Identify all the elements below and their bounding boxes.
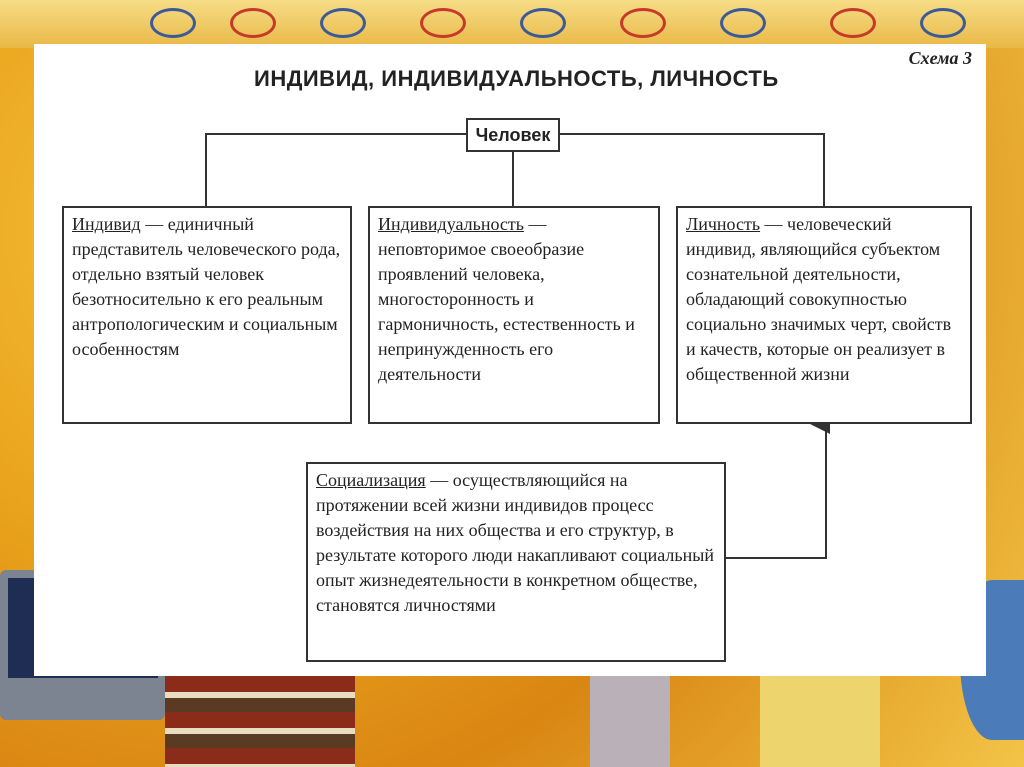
pencil-cup-decoration [590, 676, 670, 767]
definition-personality: — человеческий индивид, являющийся субъектом сознательной деятельности, обладающий совокупностью социально значимых черт, свойств и качеств, которые он реализует в общественной жизни [686, 214, 952, 384]
swirl-ornament [230, 8, 276, 38]
swirl-ornament [520, 8, 566, 38]
diagram-panel [34, 44, 986, 676]
root-node-human: Человек [466, 118, 560, 152]
arrow-socialization-to-personality [726, 424, 826, 558]
definition-individuality: — неповторимое своеобразие проявлений человека, многосторонность и гармоничность, естественность и непринужденность его деятельности [378, 214, 635, 384]
decorative-top-border [0, 0, 1024, 48]
swirl-ornament [150, 8, 196, 38]
connector-root-to-personality [560, 134, 824, 206]
term-socialization: Социализация [316, 470, 426, 490]
swirl-ornament [320, 8, 366, 38]
notebook-decoration [760, 676, 880, 767]
term-individ: Индивид [72, 214, 141, 234]
definition-socialization: — осуществляющийся на протяжении всей жизни индивидов процесс воздействия на них общества и его структур, в результате которого люди накапливают социальный опыт жизнедеятельности в конкретном обществе, становятся личностями [316, 470, 714, 615]
scheme-label: Схема 3 [908, 48, 972, 68]
term-individuality: Индивидуальность [378, 214, 524, 234]
term-personality: Личность [686, 214, 761, 234]
connector-root-to-boxes [206, 134, 466, 206]
box-socialization [306, 462, 726, 662]
books-decoration [165, 676, 355, 767]
swirl-ornament [420, 8, 466, 38]
box-individ [62, 206, 352, 424]
swirl-ornament [920, 8, 966, 38]
box-individuality [368, 206, 660, 424]
diagram-title: ИНДИВИД, ИНДИВИДУАЛЬНОСТЬ, ЛИЧНОСТЬ [254, 66, 779, 91]
swirl-ornament [830, 8, 876, 38]
definition-individ: — единичный представитель человеческого рода, отдельно взятый человек безотносительно к его реальным антропологическим и социальным особенностям [72, 214, 341, 359]
box-personality [676, 206, 972, 424]
swirl-ornament [720, 8, 766, 38]
swirl-ornament [620, 8, 666, 38]
